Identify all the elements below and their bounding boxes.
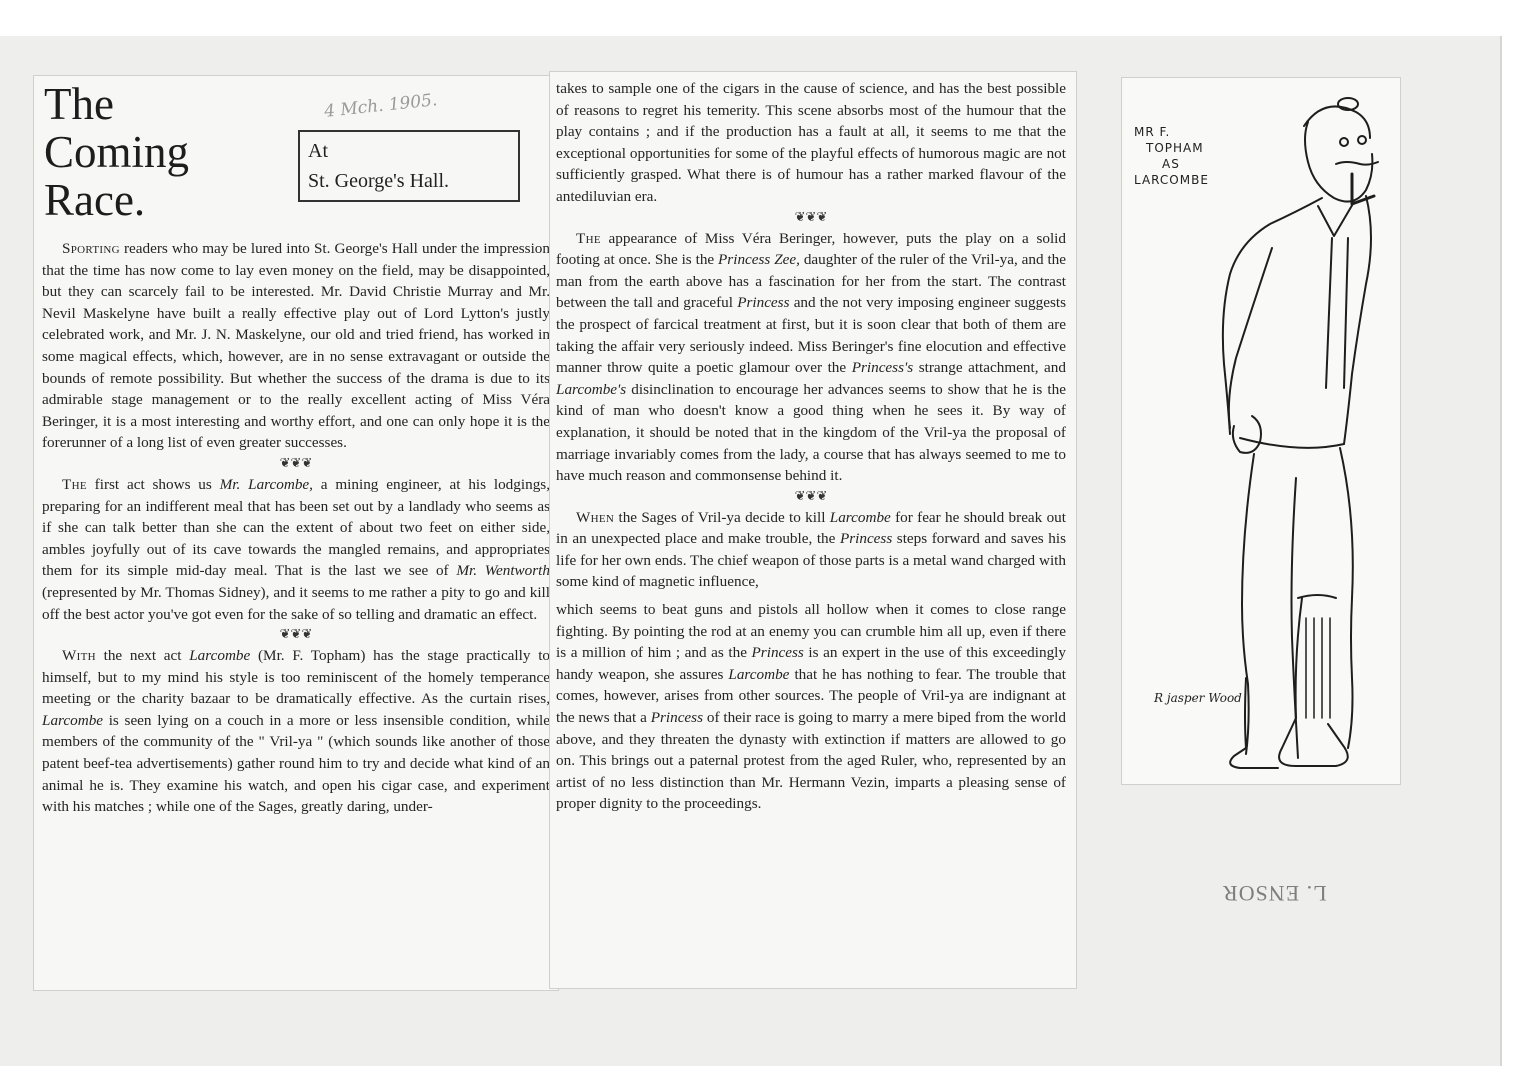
ensor-stamp: L. ENSOR bbox=[1222, 881, 1327, 906]
clipping-column-2 bbox=[550, 72, 1076, 988]
paragraph: which seems to beat guns and pistols all hollow when it comes to close range fighting. By pointing the rod at an enemy you can crumble him all up, even if there is a million of him ; and as the Princess is an expert in the use of this exceedingly handy weapon, she assures Larcombe that he has nothing to fear. The trouble that comes, however, arises from other sources. The people of Vril-ya are indignant at the news that a Princess of their race is going to marry a mere biped from the world above, and they threaten the dynasty with extinction if matters are allowed to go on. This brings out a paternal protest from the aged Ruler, who, represented by an artist of no less distinction than Mr. Hermann Vezin, imparts a pleasing sense of proper dignity to the proceedings. bbox=[556, 601, 1066, 813]
lead-word: The bbox=[62, 475, 87, 493]
lead-word: The bbox=[576, 229, 601, 247]
clipping-column-1 bbox=[34, 76, 558, 990]
venue-line-1: At bbox=[308, 140, 328, 162]
ornament-divider: ❦❦❦ bbox=[794, 208, 828, 224]
caption-line-1: MR F. bbox=[1134, 125, 1171, 139]
paragraph: The appearance of Miss Véra Beringer, however, puts the play on a solid footing at once. She is the Princess Zee, daughter of the ruler of the Vril-ya, and the man from the earth above has a fascination for her from the start. The contrast between the tall and graceful Princess and the not very imposing engineer suggests the prospect of farcical treatment at first, but it is soon clear that both of them are taking the affair very seriously indeed. Miss Beringer's fine elocution and effective manner throw quite a poetic glamour over the Princess's strange attachment, and Larcombe's disinclination to encourage her advances seems to show that he is the kind of man who doesn't know a good thing when he sees it. By way of explanation, it should be noted that in the kingdom of the Vril-ya the proposal of marriage invariably comes from the lady, a course that has always seemed to me to have much reason and commonsense behind it. bbox=[556, 229, 1066, 485]
paragraph: The first act shows us Mr. Larcombe, a mining engineer, at his lodgings, preparing for an indifferent meal that has been set out by a landlady who seems as if she can talk better than she can the extent of about two feet on either side, ambles joyfully out of its cave towards the mangled remains, and appropriates them for its simple mid-day meal. That is the last we see of Mr. Wentworth (represented by Mr. Thomas Sidney), and it seems to me rather a pity to go and kill off the best actor you've got even for the sake of so telling and dramatic an effect. bbox=[42, 475, 550, 623]
lead-word: Sporting bbox=[62, 240, 120, 257]
lead-word: With bbox=[62, 647, 96, 665]
column-1-text bbox=[42, 238, 550, 818]
paragraph: takes to sample one of the cigars in the cause of science, and has the best possible of reasons to regret his temerity. This scene absorbs most of the humour that the play contains ; and if the production has a fault at all, it seems to me that the exceptional opportunities for some of the playful effects of humorous magic are not sufficiently grasped. What there is of humour has a rather marked flavour of the antediluvian era. bbox=[556, 80, 1066, 205]
title-line-3: Race. bbox=[44, 175, 146, 225]
paragraph: With the next act Larcombe (Mr. F. Topham) has the stage practically to himself, but to my mind his style is too reminiscent of the homely temperance meeting or the charity bazaar to be dramatically effective. As the curtain rises, Larcombe is seen lying on a couch in a more or less insensible condition, while members of the community of the " Vril-ya " (which sounds like another of those patent beef-tea advertisements) gather round him to try and decide what kind of an animal he is. They examine his watch, and open his cigar case, and experiment with his matches ; while one of the Sages, greatly daring, under- bbox=[42, 647, 551, 816]
handwritten-date: 4 Mch. 1905. bbox=[323, 90, 439, 122]
caption-line-2: TOPHAM bbox=[1146, 141, 1204, 155]
caricature-drawing bbox=[1122, 78, 1400, 784]
caption-line-3: AS bbox=[1162, 157, 1180, 171]
ornament-divider: ❦❦❦ bbox=[794, 487, 828, 503]
lead-word: When bbox=[576, 508, 615, 526]
paragraph: When the Sages of Vril-ya decide to kill Larcombe for fear he should break out in an unexpected place and make trouble, the Princess steps forward and saves his life for her own ends. The chief weapon of those parts is a metal wand charged with some kind of magnetic influence, bbox=[556, 508, 1066, 591]
venue-box bbox=[298, 130, 520, 202]
title-line-1: The bbox=[44, 79, 114, 129]
title-line-2: Coming bbox=[44, 127, 190, 177]
sketch-clipping bbox=[1122, 78, 1400, 784]
venue-line-2: St. George's Hall. bbox=[308, 170, 449, 192]
ornament-divider: ❦❦❦ bbox=[279, 454, 313, 470]
paragraph: Sporting readers who may be lured into St. George's Hall under the impression that the time has now come to lay even money on the field, may be disappointed, but they can scarcely fail to be interested. Mr. David Christie Murray and Mr. Nevil Maskelyne have built a really effective play out of Lord Lytton's justly celebrated work, and Mr. J. N. Maskelyne, our old and tried friend, has worked in some magical effects, which, however, are in no sense extravagant or outside the bounds of remote possibility. But whether the success of the drama is due to its admirable stage management or to the really excellent acting of Miss Véra Beringer, it is a most interesting and worthy effort, and one can only hope it is the forerunner of a long list of even greater successes. bbox=[42, 240, 550, 452]
artist-signature: R jasper Wood bbox=[1154, 691, 1242, 705]
article-title bbox=[44, 80, 189, 224]
caption-line-4: LARCOMBE bbox=[1134, 173, 1209, 187]
ornament-divider: ❦❦❦ bbox=[279, 626, 313, 642]
column-2-text bbox=[556, 78, 1066, 815]
